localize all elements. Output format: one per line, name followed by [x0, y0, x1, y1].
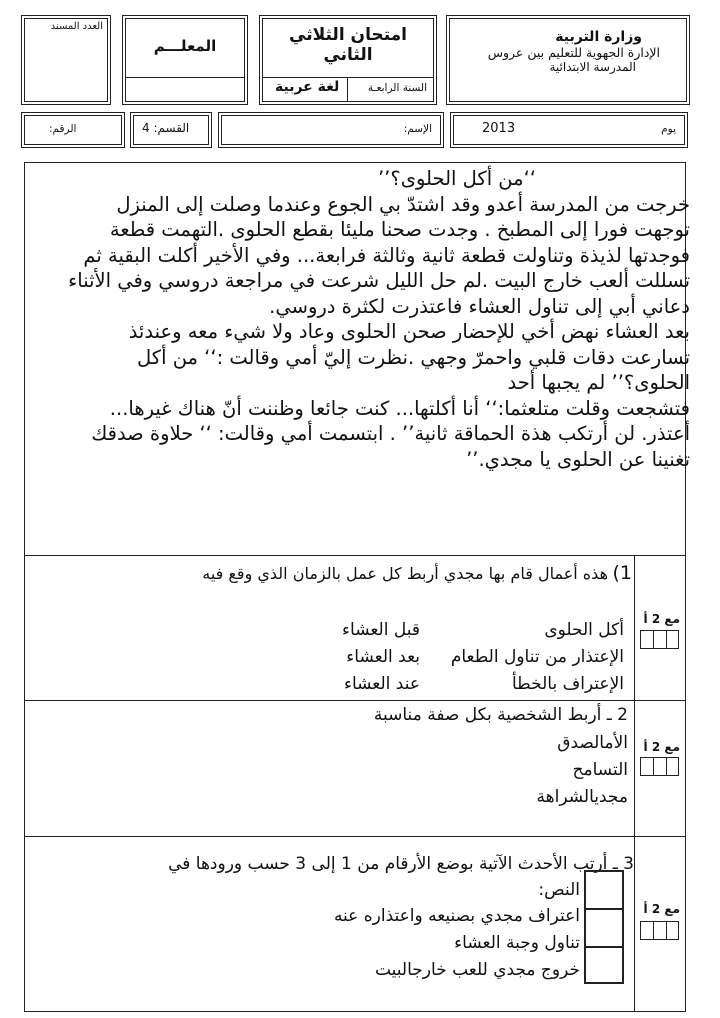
- exam-title: [263, 25, 433, 65]
- number-box[interactable]: [24, 115, 122, 145]
- passage-line: توجهت فورا إلى المطبخ . وجدت صحنا مليئا بقطع الحلوى .التهمت قطعة: [109, 218, 690, 241]
- year-level: السنة الرابعـة: [367, 82, 427, 94]
- passage-line: الحلوى؟’’ لم يجبها أحد: [507, 371, 690, 394]
- passage-line: بعد العشاء نهض أخي للإحضار صحن الحلوى وعاد ولا شيء معه وعندئذ: [128, 320, 690, 343]
- header-grade-box: [24, 18, 108, 102]
- passage-line: تسارعت دقات قلبي واحمرّ وجهي .نظرت إليّ أمي وقالت :‘‘ من أكل: [137, 345, 690, 369]
- q1-time: قبل العشاء: [342, 620, 420, 640]
- passage-title: ‘‘من أكل الحلوى؟’’: [377, 167, 536, 190]
- q1-action: الإعتراف بالخطأ: [511, 674, 624, 694]
- passage-line: فوجدتها لذيذة وتناولت قطعة ثانية وثالثة فرابعة... وفي الأخير أكلت البقية ثم: [83, 243, 690, 267]
- header-exam-box: [262, 18, 434, 102]
- q2-item: الأمالصدق: [557, 733, 628, 753]
- exam-title-line1: امتحان الثلاثي: [289, 25, 407, 45]
- section-divider-passage: [24, 555, 686, 556]
- teacher-label: المعلـــم: [153, 37, 217, 55]
- section-divider-q2: [24, 836, 686, 837]
- q3-criterion: مع 2 أ: [643, 902, 680, 916]
- q2-score-boxes[interactable]: [640, 757, 679, 776]
- passage-line: فتشجعت وقلت متلعثما:‘‘ أنا أكلتها... كنت جائعا وظننت أنّ هناك غيرها...: [109, 396, 690, 420]
- passage-line: دعاني أبي إلى تناول العشاء فاعتذرت لكثرة دروسي.: [269, 294, 690, 318]
- q3-score-boxes[interactable]: [640, 921, 679, 940]
- number-label: الرقم:: [49, 123, 77, 135]
- q3-event: خروج مجدي للعب خارجالبيت: [374, 960, 580, 980]
- passage-line: تغنينا عن الحلوى يا مجدي.’’: [466, 447, 690, 471]
- q3-event: تناول وجبة العشاء: [454, 933, 580, 953]
- grade-label: العدد المسند: [50, 21, 103, 32]
- q1-number: 1): [612, 562, 632, 584]
- q1-prompt: هذه أعمال قام بها مجدي أربط كل عمل بالزمان الذي وقع فيه: [202, 564, 608, 583]
- name-label: الإسم:: [403, 123, 432, 135]
- q3-prompt-line2: النص:: [538, 880, 580, 900]
- day-box: [453, 115, 685, 145]
- ministry-block: [488, 30, 660, 75]
- school-name: المدرسة الابتدائية: [549, 60, 636, 74]
- section-divider-q1: [24, 700, 686, 701]
- passage-line: أعتذر. لن أرتكب هذة الحماقة ثانية’’ . ابتسمت أمي وقالت: ‘‘ حلاوة صدقك: [91, 422, 690, 445]
- q1-score-boxes[interactable]: [640, 630, 679, 649]
- q1-action: الإعتذار من تناول الطعام: [450, 647, 624, 667]
- q2-criterion: مع 2 أ: [643, 740, 680, 754]
- q3-event: اعتراف مجدي بصنيعه واعتذاره عنه: [333, 906, 580, 926]
- class-box[interactable]: [133, 115, 209, 145]
- q1-time: بعد العشاء: [346, 647, 420, 667]
- q1-criterion: مع 2 أ: [643, 612, 680, 626]
- q3-prompt-line1: 3 ـ أرتب الأحدث الآتية بوضع الأرقام من 1 إلى 3 حسب ورودها في: [168, 854, 634, 874]
- q1-action: أكل الحلوى: [544, 620, 624, 640]
- subject-name: لغة عربية: [275, 79, 340, 95]
- ministry-name: وزارة التربية: [555, 29, 642, 45]
- name-box[interactable]: [221, 115, 441, 145]
- passage-line: تسللت ألعب خارج البيت .لم حل الليل شرعت في مراجعة دروسي وفي الأثناء: [68, 269, 690, 292]
- directorate-name: الإدارة الجهوية للتعليم بين عروس: [487, 45, 660, 60]
- header-teacher-box: [125, 18, 245, 102]
- day-label: يوم: [661, 123, 676, 135]
- criteria-column-line: [634, 555, 635, 1012]
- q2-prompt: 2 ـ أربط الشخصية بكل صفة مناسبة: [373, 705, 628, 725]
- q2-item: مجديالشراهة: [536, 787, 628, 807]
- q1-time: عند العشاء: [343, 674, 420, 694]
- reading-passage: [28, 166, 690, 472]
- class-label: القسم: 4: [142, 121, 190, 135]
- year-value: 2013: [482, 121, 516, 136]
- q3-ordering-boxes[interactable]: [584, 870, 624, 984]
- exam-title-line2: الثاني: [323, 45, 373, 65]
- passage-line: خرجت من المدرسة أعدو وقد اشتدّ بي الجوع وعندما وصلت إلى المنزل: [116, 192, 690, 216]
- q2-item: التسامح: [572, 760, 628, 780]
